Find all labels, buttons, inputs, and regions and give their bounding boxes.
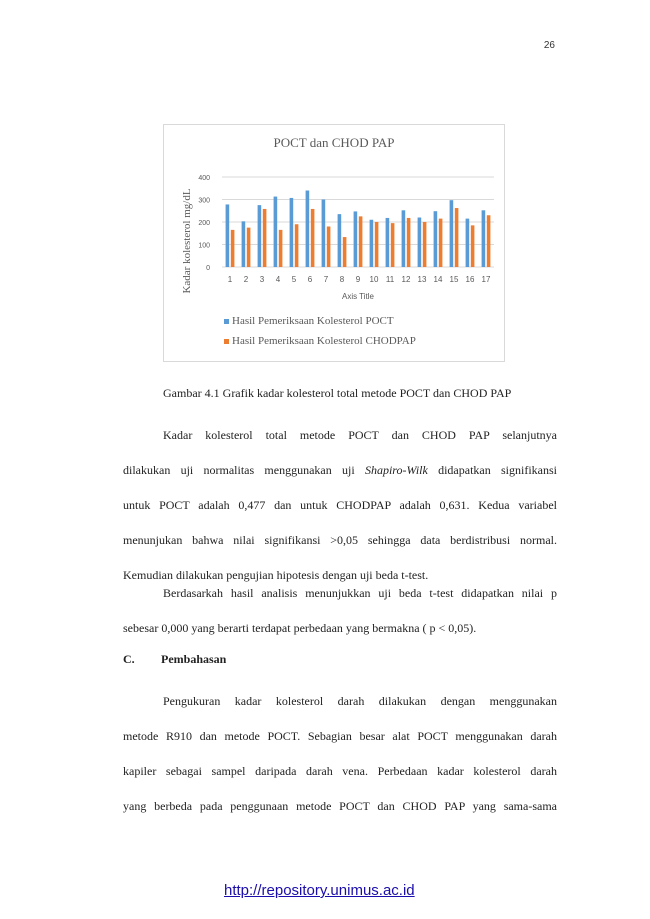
legend-swatch	[224, 319, 229, 324]
x-tick-label: 9	[355, 275, 361, 284]
bar-chodpap	[423, 222, 427, 267]
bar-poct	[338, 214, 342, 267]
bar-chodpap	[375, 222, 379, 267]
section-heading	[123, 652, 226, 667]
chart-figure	[163, 124, 505, 362]
paragraph-line: Kemudian dilakukan pengujian hipotesis dengan uji beda t-test.	[123, 568, 429, 582]
chart-title: POCT dan CHOD PAP	[273, 135, 395, 150]
bar-chodpap	[279, 230, 283, 267]
legend-label: Hasil Pemeriksaan Kolesterol CHODPAP	[232, 335, 416, 347]
x-tick-label: 15	[449, 275, 459, 284]
bar-poct	[242, 221, 246, 267]
x-tick-label: 17	[481, 275, 491, 284]
bar-chodpap	[391, 223, 395, 267]
y-tick-label: 0	[206, 265, 210, 272]
bar-chodpap	[247, 228, 251, 267]
bar-poct	[322, 200, 326, 268]
x-tick-label: 3	[259, 275, 265, 284]
x-tick-label: 13	[417, 275, 427, 284]
y-tick-label: 300	[198, 197, 210, 205]
paragraph-line	[123, 453, 557, 488]
x-axis-title: Axis Title	[341, 292, 375, 301]
bar-poct	[482, 210, 486, 267]
text-span: didapatkan signifikansi	[427, 463, 557, 477]
bar-poct	[370, 220, 374, 267]
bar-poct	[306, 191, 310, 268]
bar-chodpap	[263, 209, 267, 267]
y-tick-label: 200	[198, 220, 210, 227]
bar-poct	[226, 204, 230, 267]
x-tick-label: 2	[243, 275, 249, 284]
paragraph-line: kapiler sebagai sampel daripada darah vena. Perbedaan kadar kolesterol darah	[123, 764, 557, 778]
x-tick-label: 7	[323, 275, 329, 284]
bar-poct	[354, 211, 358, 267]
bar-poct	[466, 219, 470, 267]
bar-poct	[386, 218, 390, 267]
bar-chodpap	[231, 230, 235, 267]
bar-chodpap	[471, 225, 475, 267]
paragraph-line: menunjukan bahwa nilai signifikansi >0,05 sehingga data berdistribusi normal.	[123, 533, 557, 547]
bar-chodpap	[327, 227, 331, 268]
italic-term: Shapiro-Wilk	[364, 463, 428, 477]
x-tick-label: 8	[339, 275, 345, 284]
bar-chodpap	[439, 219, 443, 267]
x-tick-label: 4	[275, 275, 281, 284]
bar-poct	[418, 218, 422, 268]
bar-chodpap	[407, 218, 411, 267]
y-axis-title: Kadar kolesterol mg/dL	[181, 188, 193, 294]
paragraph-line: Kadar kolesterol total metode POCT dan CHOD PAP selanjutnya	[163, 428, 557, 442]
paragraph-line: metode R910 dan metode POCT. Sebagian besar alat POCT menggunakan darah	[123, 729, 557, 743]
bar-poct	[450, 200, 454, 267]
paragraph-line: Berdasarkah hasil analisis menunjukkan uji beda t-test didapatkan nilai p	[163, 586, 557, 600]
x-tick-label: 5	[291, 275, 297, 284]
paragraph-line: yang berbeda pada penggunaan metode POCT dan CHOD PAP yang sama-sama	[123, 799, 557, 813]
x-tick-label: 11	[385, 275, 395, 284]
bar-chodpap	[455, 208, 459, 267]
y-tick-label: 400	[198, 175, 210, 182]
bar-poct	[290, 198, 294, 267]
page-number: 26	[543, 40, 555, 51]
bar-chodpap	[487, 215, 491, 267]
paragraph-line: Pengukuran kadar kolesterol darah dilakukan dengan menggunakan	[163, 694, 557, 708]
text-span: dilakukan uji normalitas menggunakan uji	[123, 463, 365, 477]
bar-chodpap	[343, 237, 347, 267]
paragraph-line: untuk POCT adalah 0,477 dan untuk CHODPAP adalah 0,631. Kedua variabel	[123, 498, 557, 512]
section-title: Pembahasan	[161, 652, 227, 666]
bar-chodpap	[359, 216, 363, 267]
paragraph-normality	[123, 418, 557, 593]
bar-poct	[402, 210, 406, 267]
x-tick-label: 1	[227, 275, 233, 284]
x-tick-label: 16	[465, 275, 475, 284]
paragraph-discussion	[123, 684, 557, 824]
bar-chodpap	[295, 224, 299, 267]
legend-label: Hasil Pemeriksaan Kolesterol POCT	[232, 315, 394, 327]
x-tick-label: 14	[433, 275, 443, 284]
x-tick-label: 10	[369, 275, 379, 284]
legend-swatch	[224, 339, 229, 344]
bar-chart	[164, 125, 504, 361]
repository-link[interactable]: http://repository.unimus.ac.id	[224, 882, 415, 899]
bar-chodpap	[311, 209, 315, 267]
figure-caption: Gambar 4.1 Grafik kadar kolesterol total metode POCT dan CHOD PAP	[163, 386, 512, 400]
x-tick-label: 6	[307, 275, 313, 284]
section-number: C.	[123, 652, 135, 666]
bar-poct	[258, 205, 262, 267]
x-tick-label: 12	[401, 275, 411, 284]
y-tick-label: 100	[198, 242, 210, 250]
paragraph-ttest	[123, 576, 557, 646]
paragraph-line: sebesar 0,000 yang berarti terdapat perbedaan yang bermakna ( p < 0,05).	[123, 621, 477, 635]
bar-poct	[274, 197, 278, 267]
bar-poct	[434, 211, 438, 267]
